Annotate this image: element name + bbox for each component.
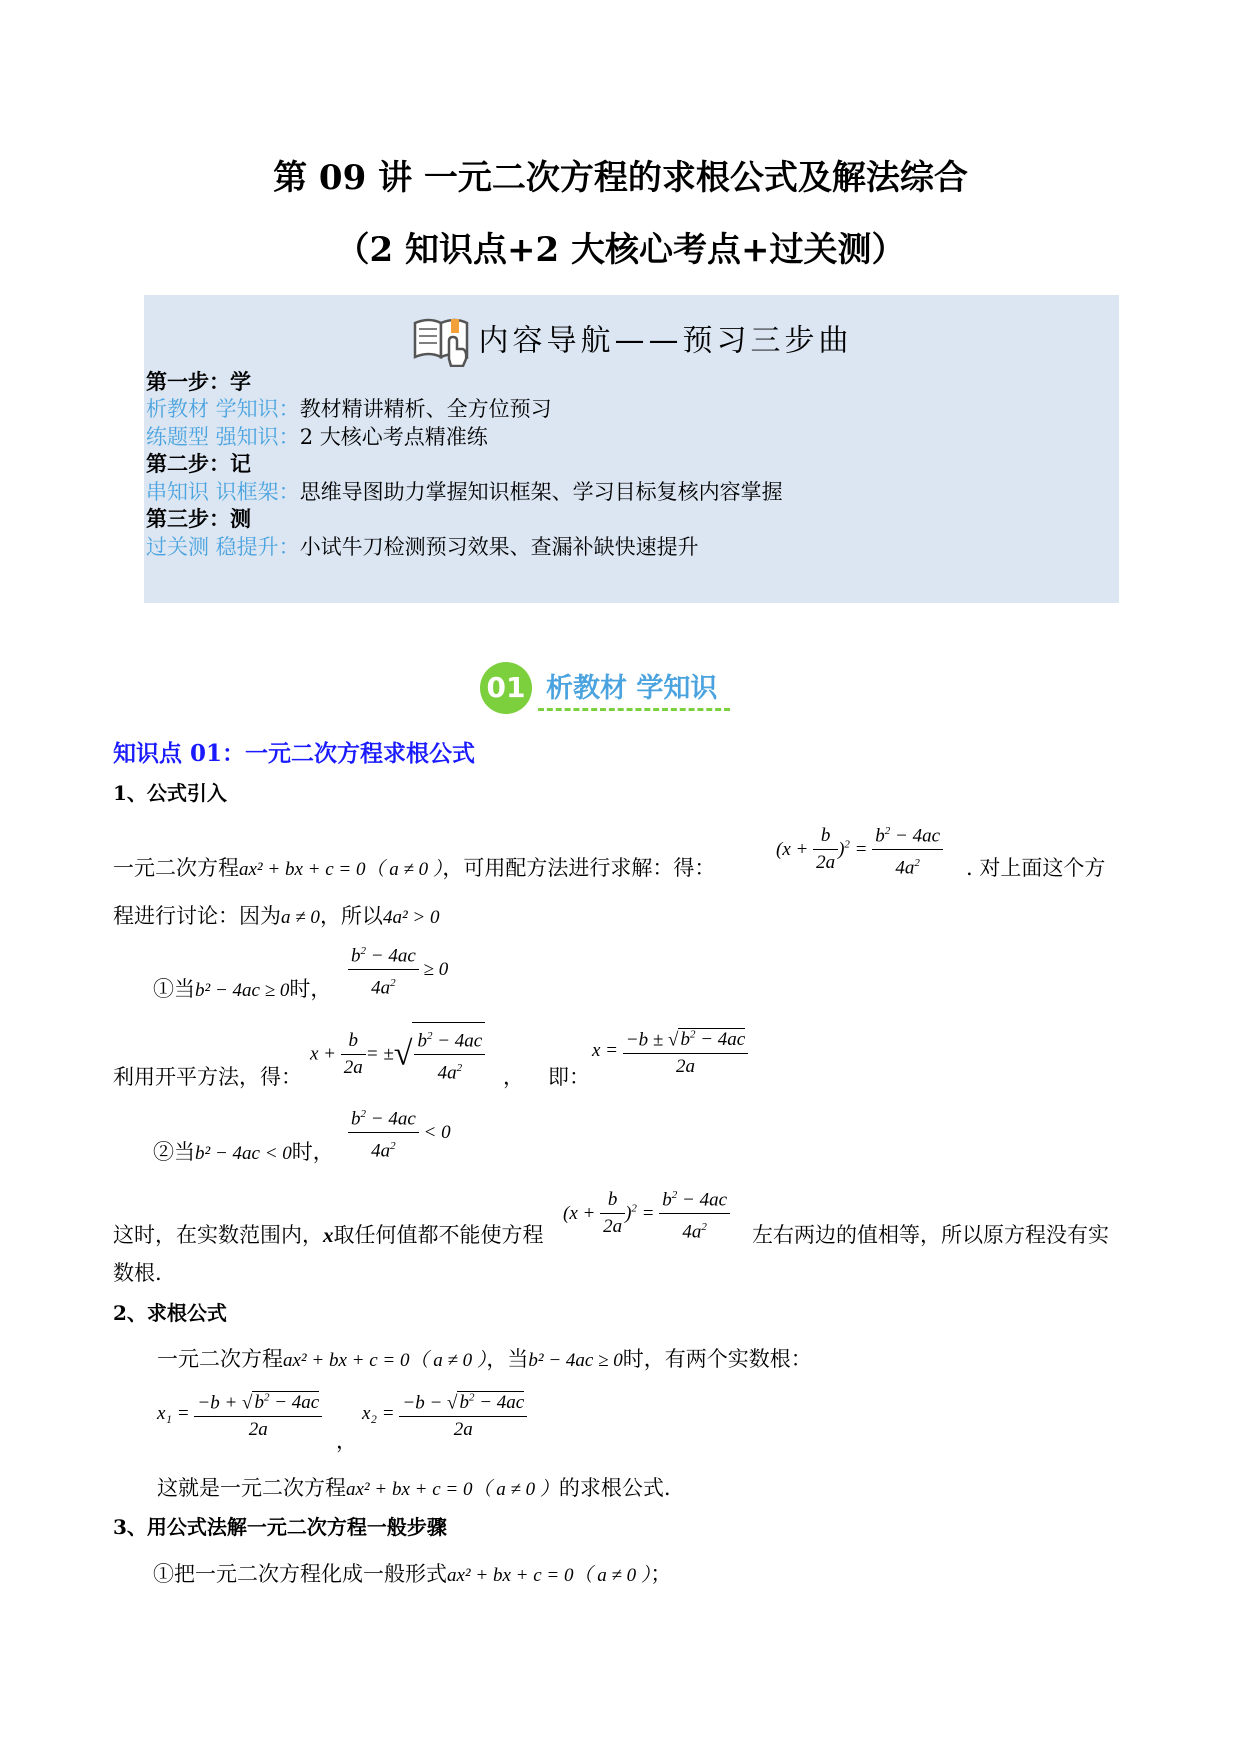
open-square-formula: x + $\frac{b}{2a}$ = ±√ $\frac{b^2 - 4ac}{4a^2}$ <box>310 1022 485 1087</box>
completed-square-formula-2: (x + $\frac{b}{2a}$ )$^2$ = $\frac{b^2 - 4ac}{4a^2}$ <box>563 1182 730 1246</box>
open-square-line: 利用开平方法，得： <box>113 1065 302 1089</box>
section-heading-2: 2、求根公式 <box>113 1301 227 1325</box>
nav-title: 内容导航——预习三步曲 <box>144 309 1119 375</box>
open-square-ie: 即： <box>548 1065 590 1089</box>
nav-row-1: 第一步：学 <box>146 369 251 394</box>
paragraph-3: 这时，在实数范围内，x取任何值都不能使方程 <box>113 1223 544 1247</box>
badge-number: 01 <box>480 662 532 714</box>
nav-row-5: 串知识 识框架：思维导图助力掌握知识框架、学习目标复核内容掌握 <box>146 480 783 504</box>
section-heading-3: 3、用公式法解一元二次方程一般步骤 <box>113 1515 447 1539</box>
formula-conclusion-line: 这就是一元二次方程ax² + bx + c = 0（ a ≠ 0 ）的求根公式. <box>157 1476 671 1500</box>
open-square-comma: ， <box>503 1065 524 1089</box>
roots-separator: ， <box>336 1429 357 1453</box>
completed-square-formula: (x + $\frac{b}{2a}$ )$^2$ = $\frac{b^2 - 4ac}{4a^2}$ <box>776 818 943 882</box>
badge-underline <box>538 708 730 711</box>
knowledge-point-title: 知识点 01：一元二次方程求根公式 <box>113 740 476 767</box>
paragraph-1: 一元二次方程ax² + bx + c = 0（ a ≠ 0 ），可用配方法进行求解：得： <box>113 856 716 880</box>
root-x1-formula: x₁ = $\frac{-b + √ b^2 - 4ac}{2a}$ <box>157 1385 322 1443</box>
case-2-inequality: $\frac{b^2 - 4ac}{4a^2}$ < 0 <box>348 1101 451 1165</box>
paragraph-2: 程进行讨论：因为a ≠ 0，所以4a² > 0 <box>113 904 440 928</box>
content-navigation-box <box>144 295 1119 603</box>
paragraph-1-tail: . 对上面这个方 <box>966 856 1106 880</box>
nav-row-2: 析教材 学知识：教材精讲精析、全方位预习 <box>146 397 552 421</box>
step-1-line: ①把一元二次方程化成一般形式ax² + bx + c = 0（ a ≠ 0 ）； <box>153 1562 672 1586</box>
paragraph-3-end: 数根. <box>113 1261 162 1285</box>
paragraph-3-tail: 左右两边的值相等，所以原方程没有实 <box>752 1223 1109 1247</box>
root-formula-general: x = $\frac{-b \pm √ b^2 - 4ac}{2a}$ <box>592 1022 748 1080</box>
nav-row-4: 第二步：记 <box>146 451 251 476</box>
formula-intro-line: 一元二次方程ax² + bx + c = 0（ a ≠ 0 ），当b² − 4ac ≥ 0时，有两个实数根： <box>157 1347 812 1371</box>
badge-label: 析教材 学知识 <box>546 673 718 704</box>
case-2-line: ②当b² − 4ac < 0时， <box>153 1140 334 1164</box>
nav-row-3: 练题型 强知识：2 大核心考点精准练 <box>146 425 488 449</box>
root-x2-formula: x₂ = $\frac{-b - √ b^2 - 4ac}{2a}$ <box>362 1385 527 1443</box>
case-1-line: ①当b² − 4ac ≥ 0时， <box>153 977 332 1001</box>
nav-row-7: 过关测 稳提升：小试牛刀检测预习效果、查漏补缺快速提升 <box>146 535 699 559</box>
page-subtitle: （2 知识点+2 大核心考点+过关测） <box>335 230 906 270</box>
case-1-inequality: $\frac{b^2 - 4ac}{4a^2}$ ≥ 0 <box>348 938 448 1002</box>
book-hand-icon <box>411 309 473 375</box>
page-title: 第 09 讲 一元二次方程的求根公式及解法综合 <box>273 158 968 198</box>
nav-row-6: 第三步：测 <box>146 506 251 531</box>
section-heading-1: 1、公式引入 <box>113 781 227 805</box>
